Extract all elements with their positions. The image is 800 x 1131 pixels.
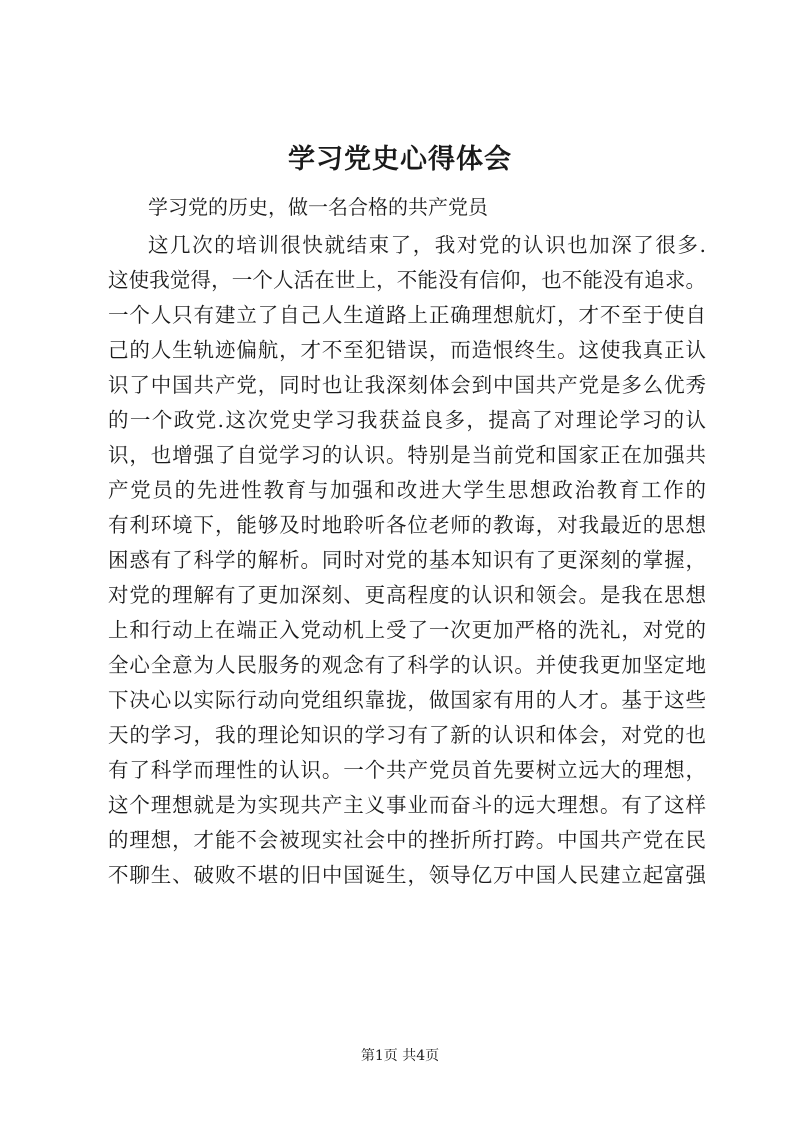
body-line: 有利环境下，能够及时地聆听各位老师的教诲，对我最近的思想: [108, 513, 706, 537]
body-line: 己的人生轨迹偏航，才不至犯错误，而造恨终生。这使我真正认: [108, 338, 706, 362]
body-line: 这几次的培训很快就结束了，我对党的认识也加深了很多.: [148, 233, 706, 257]
body-line: 有了科学而理性的认识。一个共产党员首先要树立远大的理想，: [108, 758, 706, 782]
page-number-footer: 第1页 共4页: [360, 1048, 440, 1064]
page-title: 学习党史心得体会: [288, 144, 512, 175]
body-line: 这使我觉得，一个人活在世上，不能没有信仰，也不能没有追求。: [108, 268, 706, 292]
body-line: 这个理想就是为实现共产主义事业而奋斗的远大理想。有了这样: [108, 793, 706, 817]
subtitle: 学习党的历史，做一名合格的共产党员: [148, 195, 488, 219]
body-line: 对党的理解有了更加深刻、更高程度的认识和领会。是我在思想: [108, 583, 706, 607]
body-line: 识了中国共产党，同时也让我深刻体会到中国共产党是多么优秀: [108, 373, 706, 397]
body-line: 天的学习，我的理论知识的学习有了新的认识和体会，对党的也: [108, 723, 706, 747]
body-line: 一个人只有建立了自己人生道路上正确理想航灯，才不至于使自: [108, 303, 706, 327]
body-line: 的理想，才能不会被现实社会中的挫折所打跨。中国共产党在民: [108, 828, 706, 852]
body-line: 上和行动上在端正入党动机上受了一次更加严格的洗礼，对党的: [108, 618, 706, 642]
body-line: 不聊生、破败不堪的旧中国诞生，领导亿万中国人民建立起富强: [108, 863, 706, 887]
body-text: [108, 228, 708, 893]
body-line: 困惑有了科学的解析。同时对党的基本知识有了更深刻的掌握，: [108, 548, 706, 572]
body-line: 识，也增强了自觉学习的认识。特别是当前党和国家正在加强共: [108, 443, 706, 467]
body-line: 下决心以实际行动向党组织靠拢，做国家有用的人才。基于这些: [108, 688, 706, 712]
body-line: 全心全意为人民服务的观念有了科学的认识。并使我更加坚定地: [108, 653, 706, 677]
body-line: 的一个政党.这次党史学习我获益良多，提高了对理论学习的认: [108, 408, 706, 432]
body-line: 产党员的先进性教育与加强和改进大学生思想政治教育工作的: [108, 478, 706, 502]
